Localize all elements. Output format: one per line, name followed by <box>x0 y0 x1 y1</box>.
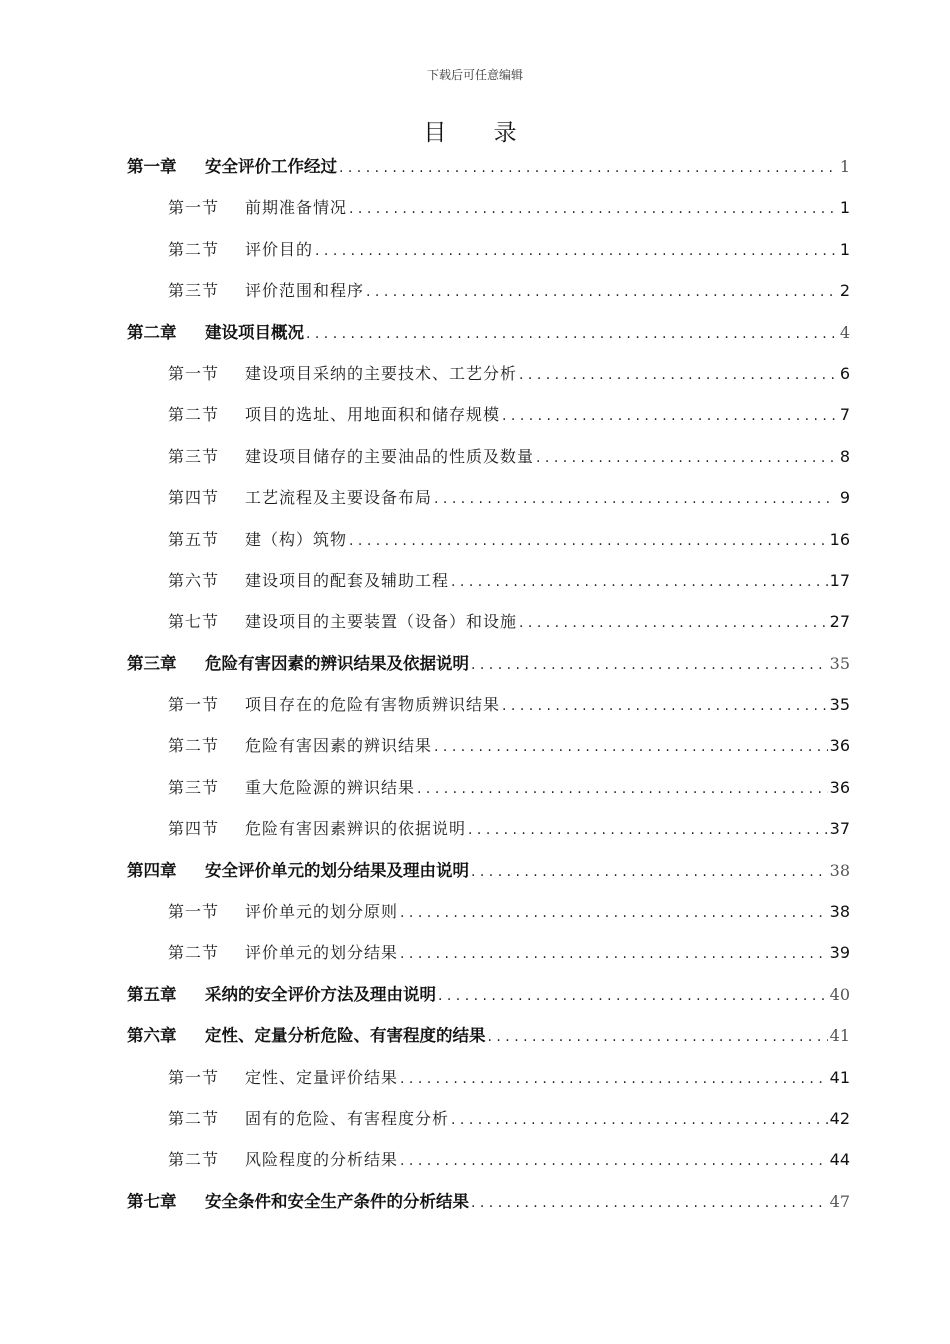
toc-section-entry[interactable] <box>127 187 850 228</box>
toc-entry-number: 第二节 <box>168 405 220 425</box>
table-of-contents <box>127 146 850 1222</box>
toc-section-entry[interactable] <box>127 270 850 311</box>
toc-section-entry[interactable] <box>127 519 850 560</box>
toc-dot-leader <box>471 852 828 893</box>
toc-entry-title: 危险有害因素的辨识结果 <box>245 736 433 756</box>
toc-dot-leader <box>349 521 828 562</box>
toc-section-entry[interactable] <box>127 767 850 808</box>
toc-entry-title: 评价单元的划分结果 <box>245 943 399 963</box>
toc-entry-page-number: 17 <box>829 570 850 590</box>
toc-entry-page-number: 39 <box>829 943 850 963</box>
toc-dot-leader <box>400 893 828 934</box>
toc-dot-leader <box>339 148 836 189</box>
toc-chapter-entry[interactable] <box>127 312 850 353</box>
toc-entry-title: 风险程度的分析结果 <box>245 1150 399 1170</box>
toc-section-entry[interactable] <box>127 601 850 642</box>
toc-dot-leader <box>519 603 828 644</box>
header-note: 下载后可任意编辑 <box>426 68 523 82</box>
toc-section-entry[interactable] <box>127 808 850 849</box>
toc-entry-page-number: 35 <box>829 695 850 715</box>
toc-dot-leader <box>536 438 836 479</box>
toc-entry-number: 第七章 <box>127 1191 177 1211</box>
toc-entry-number: 第四节 <box>168 488 220 508</box>
toc-dot-leader <box>315 231 836 272</box>
toc-entry-page-number: 4 <box>839 322 850 342</box>
toc-entry-page-number: 2 <box>839 281 850 301</box>
toc-entry-number: 第三节 <box>168 777 220 797</box>
toc-entry-number: 第二章 <box>127 322 177 342</box>
toc-dot-leader <box>502 686 828 727</box>
toc-dot-leader <box>306 314 836 355</box>
toc-entry-title: 危险有害因素的辨识结果及依据说明 <box>205 653 469 673</box>
toc-entry-number: 第三节 <box>168 446 220 466</box>
toc-dot-leader <box>468 810 828 851</box>
toc-entry-number: 第一节 <box>168 363 220 383</box>
toc-entry-title: 定性、定量评价结果 <box>245 1067 399 1087</box>
toc-dot-leader <box>400 934 828 975</box>
toc-entry-page-number: 47 <box>829 1191 850 1211</box>
toc-dot-leader <box>349 189 836 230</box>
toc-entry-page-number: 36 <box>829 736 850 756</box>
toc-entry-title: 建设项目储存的主要油品的性质及数量 <box>245 446 535 466</box>
toc-entry-number: 第六节 <box>168 570 220 590</box>
toc-section-entry[interactable] <box>127 353 850 394</box>
toc-entry-number: 第二节 <box>168 1150 220 1170</box>
toc-entry-number: 第二节 <box>168 736 220 756</box>
toc-entry-page-number: 8 <box>839 446 850 466</box>
toc-entry-page-number: 44 <box>829 1150 850 1170</box>
toc-section-entry[interactable] <box>127 229 850 270</box>
toc-entry-page-number: 42 <box>829 1108 850 1128</box>
toc-entry-page-number: 36 <box>829 777 850 797</box>
toc-entry-title: 评价目的 <box>245 239 314 259</box>
toc-section-entry[interactable] <box>127 477 850 518</box>
toc-chapter-entry[interactable] <box>127 146 850 187</box>
toc-entry-title: 评价范围和程序 <box>245 281 365 301</box>
toc-dot-leader <box>451 562 828 603</box>
toc-section-entry[interactable] <box>127 932 850 973</box>
toc-section-entry[interactable] <box>127 560 850 601</box>
toc-section-entry[interactable] <box>127 684 850 725</box>
toc-section-entry[interactable] <box>127 436 850 477</box>
toc-section-entry[interactable] <box>127 1057 850 1098</box>
toc-chapter-entry[interactable] <box>127 850 850 891</box>
toc-entry-page-number: 9 <box>839 488 850 508</box>
toc-entry-title: 安全条件和安全生产条件的分析结果 <box>205 1191 469 1211</box>
toc-section-entry[interactable] <box>127 1098 850 1139</box>
toc-dot-leader <box>366 272 836 313</box>
toc-entry-page-number: 27 <box>829 612 850 632</box>
toc-chapter-entry[interactable] <box>127 1181 850 1222</box>
toc-entry-number: 第三章 <box>127 653 177 673</box>
toc-dot-leader <box>438 976 828 1017</box>
toc-entry-page-number: 40 <box>829 984 850 1004</box>
toc-entry-page-number: 41 <box>829 1026 850 1046</box>
toc-entry-number: 第二节 <box>168 1108 220 1128</box>
toc-entry-title: 建（构）筑物 <box>245 529 348 549</box>
toc-entry-number: 第二节 <box>168 943 220 963</box>
toc-entry-title: 评价单元的划分原则 <box>245 902 399 922</box>
toc-dot-leader <box>488 1017 828 1058</box>
toc-entry-page-number: 6 <box>839 363 850 383</box>
toc-entry-page-number: 1 <box>839 198 850 218</box>
toc-entry-page-number: 1 <box>839 239 850 259</box>
toc-entry-page-number: 41 <box>829 1067 850 1087</box>
toc-entry-title: 建设项目概况 <box>205 322 304 342</box>
toc-entry-title: 前期准备情况 <box>245 198 348 218</box>
toc-chapter-entry[interactable] <box>127 1015 850 1056</box>
toc-entry-number: 第六章 <box>127 1026 177 1046</box>
toc-entry-page-number: 7 <box>839 405 850 425</box>
toc-section-entry[interactable] <box>127 891 850 932</box>
toc-entry-title: 建设项目的主要装置（设备）和设施 <box>245 612 518 632</box>
toc-entry-number: 第四节 <box>168 819 220 839</box>
toc-entry-number: 第四章 <box>127 860 177 880</box>
toc-dot-leader <box>434 479 836 520</box>
toc-entry-number: 第一章 <box>127 157 177 176</box>
toc-entry-title: 定性、定量分析危险、有害程度的结果 <box>205 1026 486 1046</box>
toc-entry-title: 危险有害因素辨识的依据说明 <box>245 819 467 839</box>
toc-entry-page-number: 35 <box>829 653 850 673</box>
toc-dot-leader <box>519 355 836 396</box>
toc-entry-number: 第二节 <box>168 239 220 259</box>
toc-entry-number: 第五章 <box>127 984 177 1004</box>
toc-chapter-entry[interactable] <box>127 643 850 684</box>
toc-dot-leader <box>434 727 828 768</box>
toc-entry-number: 第一节 <box>168 1067 220 1087</box>
toc-dot-leader <box>451 1100 828 1141</box>
toc-dot-leader <box>502 396 836 437</box>
toc-dot-leader <box>417 769 828 810</box>
toc-entry-page-number: 1 <box>839 157 850 176</box>
toc-chapter-entry[interactable] <box>127 974 850 1015</box>
toc-dot-leader <box>400 1059 828 1100</box>
toc-entry-number: 第三节 <box>168 281 220 301</box>
toc-entry-title: 项目存在的危险有害物质辨识结果 <box>245 695 501 715</box>
toc-entry-number: 第五节 <box>168 529 220 549</box>
toc-entry-title: 建设项目采纳的主要技术、工艺分析 <box>245 363 518 383</box>
toc-entry-title: 固有的危险、有害程度分析 <box>245 1108 450 1128</box>
toc-entry-number: 第一节 <box>168 902 220 922</box>
toc-entry-page-number: 38 <box>829 860 850 880</box>
toc-entry-title: 采纳的安全评价方法及理由说明 <box>205 984 436 1004</box>
toc-section-entry[interactable] <box>127 725 850 766</box>
toc-entry-page-number: 38 <box>829 902 850 922</box>
toc-entry-number: 第一节 <box>168 198 220 218</box>
toc-entry-page-number: 16 <box>829 529 850 549</box>
toc-entry-title: 建设项目的配套及辅助工程 <box>245 570 450 590</box>
toc-entry-title: 安全评价单元的划分结果及理由说明 <box>205 860 469 880</box>
toc-entry-title: 项目的选址、用地面积和储存规模 <box>245 405 501 425</box>
toc-entry-page-number: 37 <box>829 819 850 839</box>
toc-dot-leader <box>400 1141 828 1182</box>
toc-title: 目 录 <box>423 120 537 146</box>
toc-entry-title: 重大危险源的辨识结果 <box>245 777 416 797</box>
toc-section-entry[interactable] <box>127 394 850 435</box>
toc-entry-number: 第七节 <box>168 612 220 632</box>
toc-dot-leader <box>471 1183 828 1224</box>
toc-dot-leader <box>471 645 828 686</box>
toc-entry-title: 工艺流程及主要设备布局 <box>245 488 433 508</box>
toc-entry-title: 安全评价工作经过 <box>205 157 337 176</box>
toc-section-entry[interactable] <box>127 1139 850 1180</box>
toc-entry-number: 第一节 <box>168 695 220 715</box>
